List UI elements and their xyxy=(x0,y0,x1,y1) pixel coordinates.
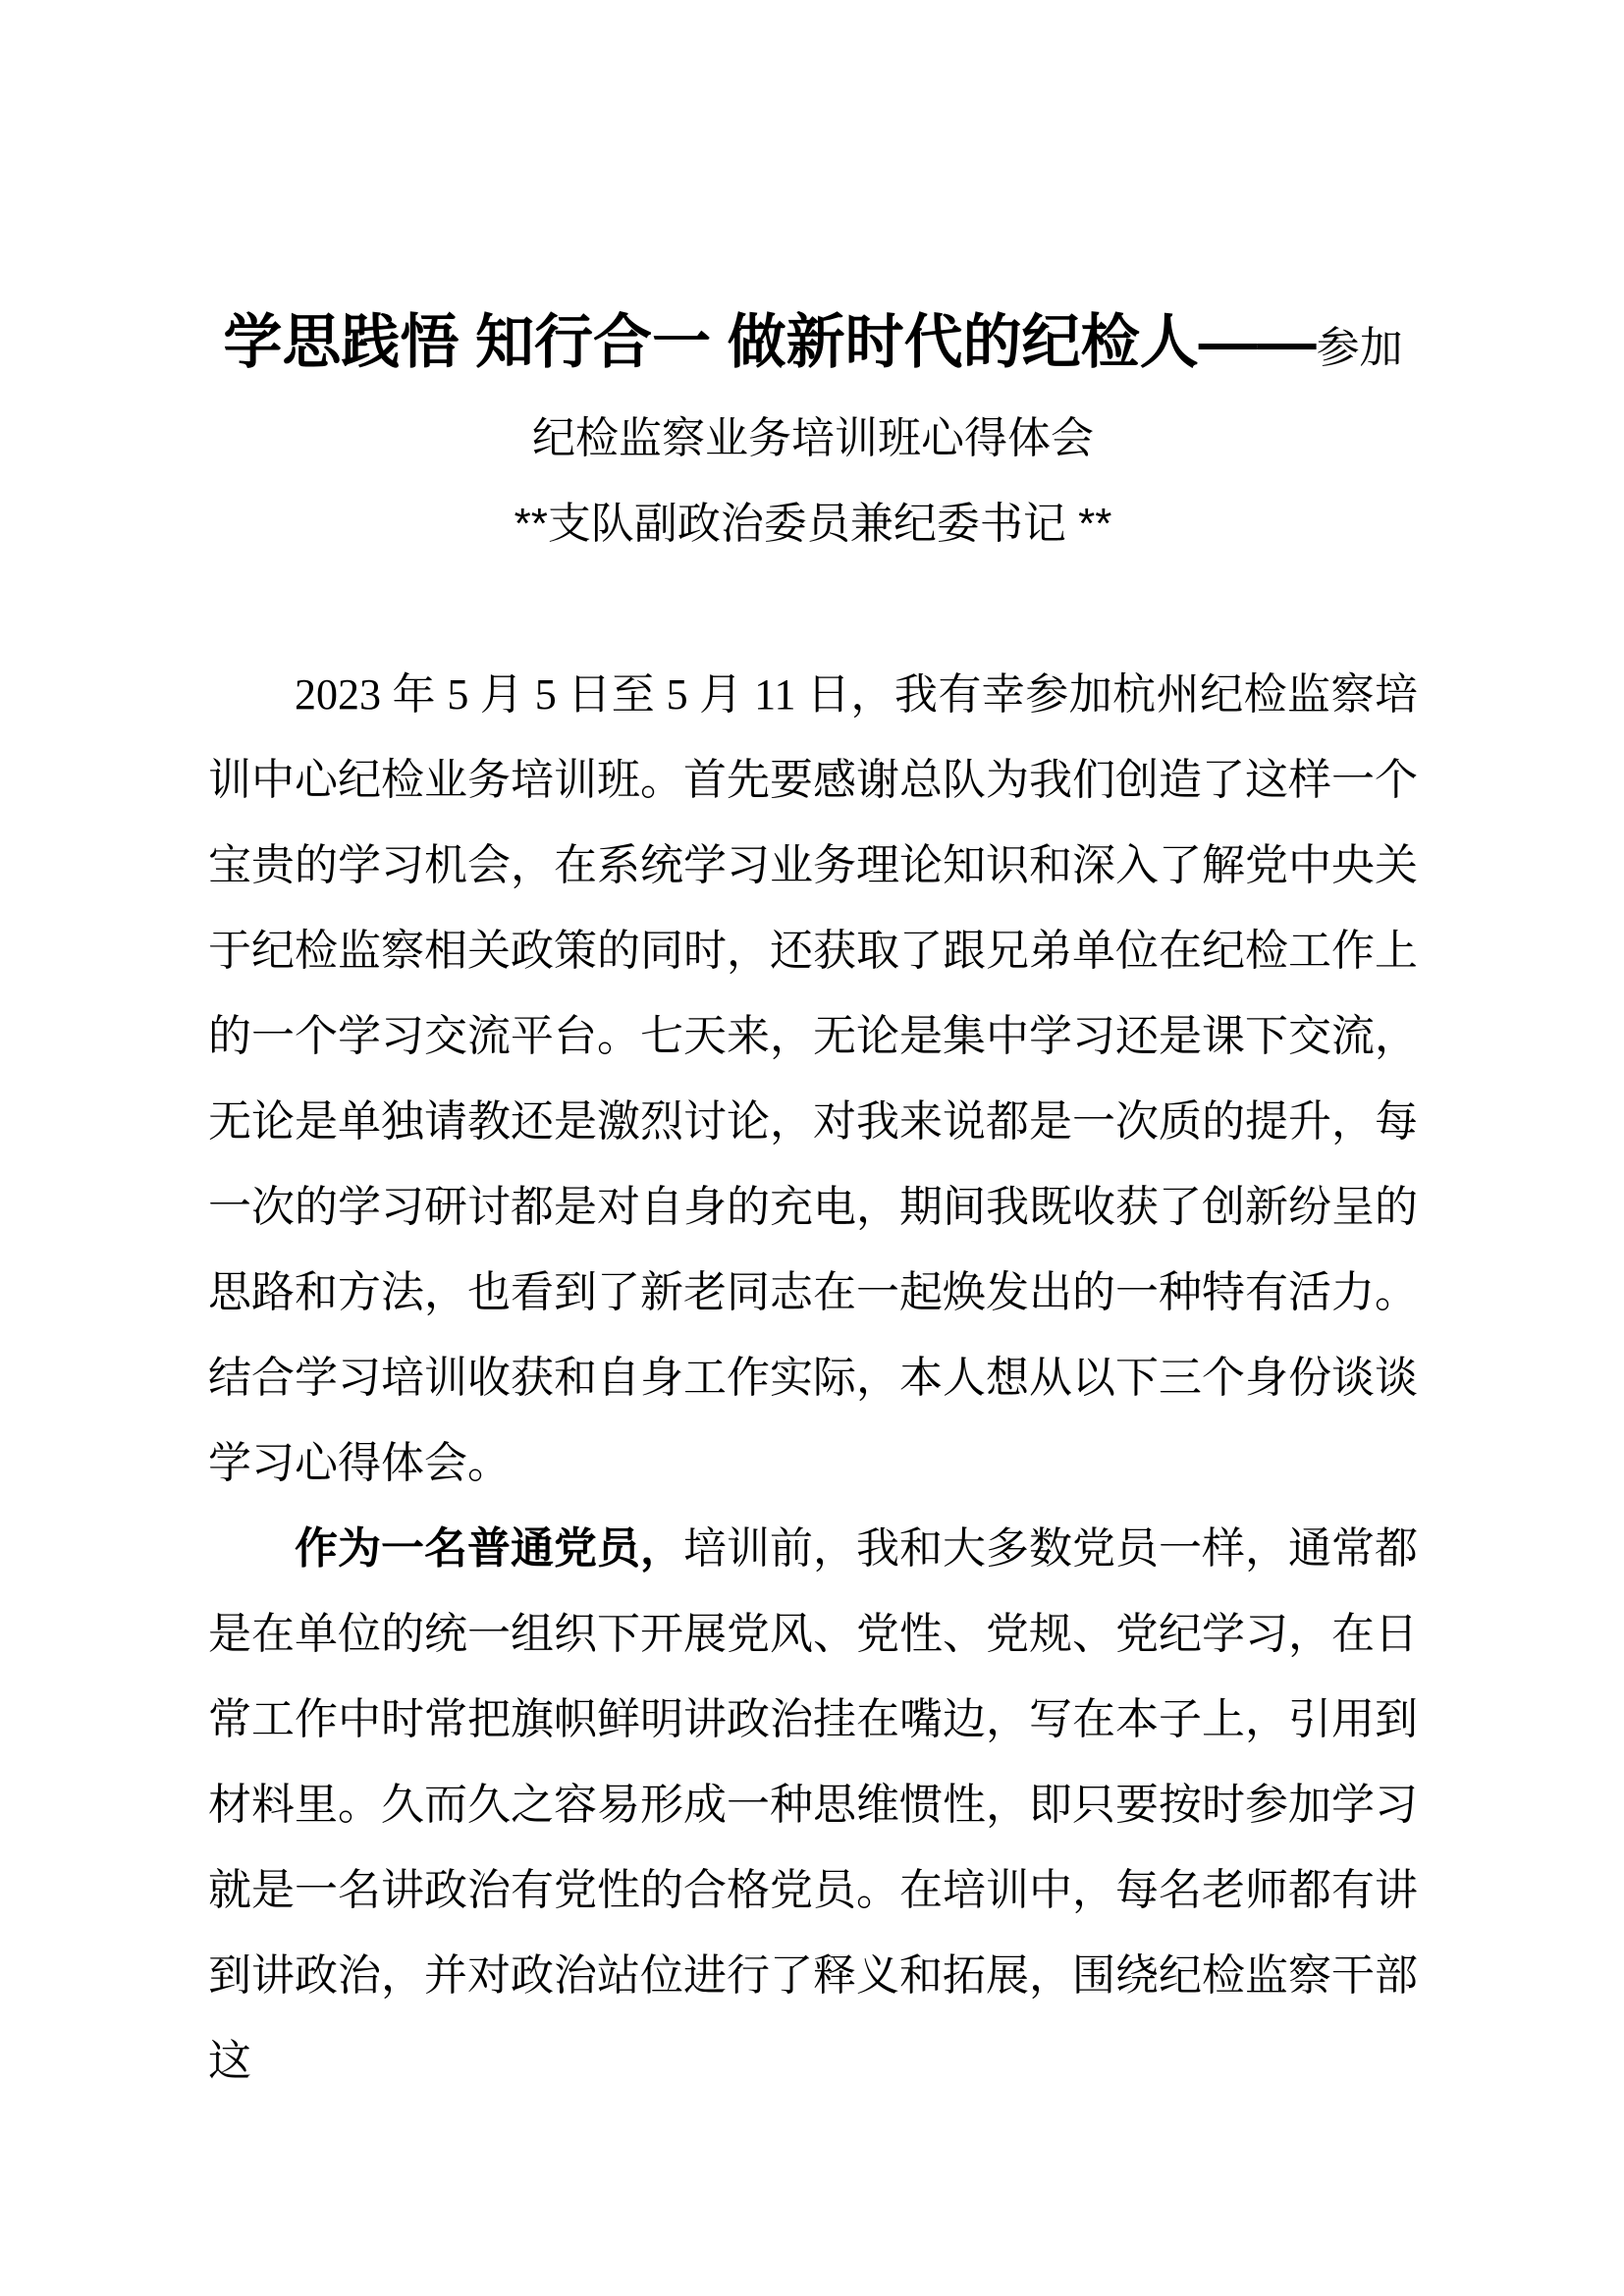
title-suffix-text: 参加 xyxy=(1316,324,1403,372)
document-title xyxy=(208,294,1418,396)
paragraph-2-text: 培训前，我和大多数党员一样，通常都是在单位的统一组织下开展党风、党性、党规、党纪学习，在日常工作中时常把旗帜鲜明讲政治挂在嘴边，写在本子上，引用到材料里。久而久之容易形成一种思维惯性，即只要按时参加学习就是一名讲政治有党性的合格党员。在培训中，每名老师都有讲到讲政治，并对政治站位进行了释义和拓展，围绕纪检监察干部这 xyxy=(208,1524,1418,2085)
document-content xyxy=(208,0,1418,2104)
title-main-text: 学思践悟 知行合一 做新时代的纪检人—— xyxy=(223,309,1317,375)
body-paragraph-2 xyxy=(208,1506,1418,2104)
body-paragraph-1: 2023 年 5 月 5 日至 5 月 11 日，我有幸参加杭州纪检监察培训中心纪检业务培训班。首先要感谢总队为我们创造了这样一个宝贵的学习机会，在系统学习业务理论知识和深入了解党中央关于纪检监察相关政策的同时，还获取了跟兄弟单位在纪检工作上的一个学习交流平台。七天来，无论是集中学习还是课下交流，无论是单独请教还是激烈讨论，对我来说都是一次质的提升，每一次的学习研讨都是对自身的充电，期间我既收获了创新纷呈的思路和方法，也看到了新老同志在一起焕发出的一种特有活力。结合学习培训收获和自身工作实际，本人想从以下三个身份谈谈学习心得体会。 xyxy=(208,670,1418,1487)
paragraph-2-bold-lead: 作为一名普通党员， xyxy=(295,1524,683,1573)
blank-line-spacer xyxy=(208,566,1418,652)
author-byline: **支队副政治委员兼纪委书记 ** xyxy=(514,500,1112,548)
title-second-line: 纪检监察业务培训班心得体会 xyxy=(532,414,1094,462)
